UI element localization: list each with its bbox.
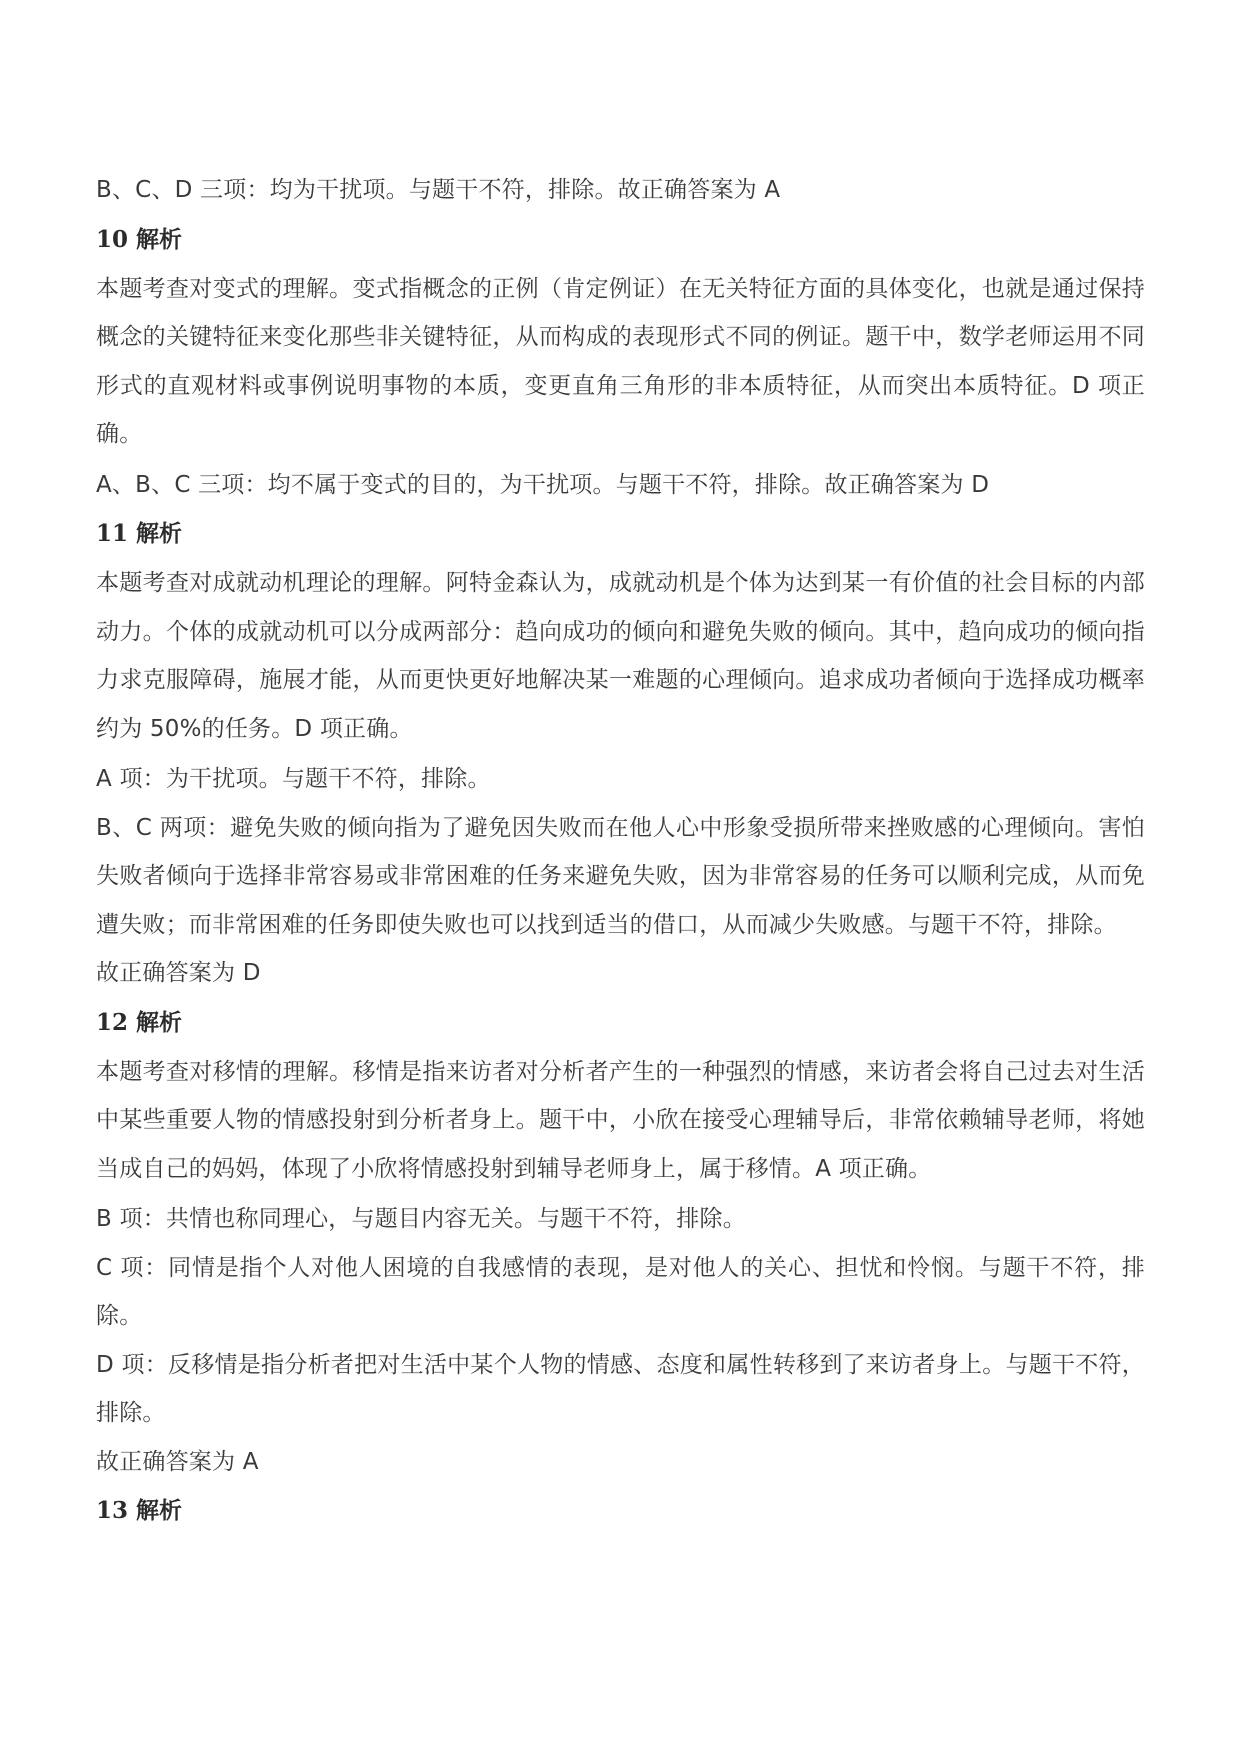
paragraph-q11-bc: B、C 两项：避免失败的倾向指为了避免因失败而在他人心中形象受损所带来挫败感的心理倾向。害怕失败者倾向于选择非常容易或非常困难的任务来避免失败，因为非常容易的任务可以顺利完成，从而免遭失败；而非常困难的任务即使失败也可以找到适当的借口，从而减少失败感。与题干不符，排除。: [96, 814, 1145, 938]
paragraph-q12-d: D 项：反移情是指分析者把对生活中某个人物的情感、态度和属性转移到了来访者身上。与题干不符，排除。: [96, 1351, 1145, 1426]
paragraph-q12-c: C 项：同情是指个人对他人困境的自我感情的表现，是对他人的关心、担忧和怜悯。与题干不符，排除。: [96, 1254, 1145, 1329]
heading-q11-analysis: 11 解析: [96, 520, 183, 547]
paragraph-q11-a: A 项：为干扰项。与题干不符，排除。: [96, 766, 491, 792]
paragraph-q12-body: 本题考查对移情的理解。移情是指来访者对分析者产生的一种强烈的情感，来访者会将自己过去对生活中某些重要人物的情感投射到分析者身上。题干中，小欣在接受心理辅导后，非常依赖辅导老师，将她当成自己的妈妈，体现了小欣将情感投射到辅导老师身上，属于移情。A 项正确。: [96, 1058, 1145, 1182]
paragraph-q11-answer: 故正确答案为 D: [96, 960, 261, 986]
heading-q12-analysis: 12 解析: [96, 1008, 183, 1036]
paragraph-q9-bcd: B、C、D 三项：均为干扰项。与题干不符，排除。故正确答案为 A: [96, 177, 781, 203]
paragraph-q12-answer: 故正确答案为 A: [96, 1448, 259, 1475]
heading-q13-analysis: 13 解析: [96, 1497, 183, 1524]
paragraph-q10-abc: A、B、C 三项：均不属于变式的目的，为干扰项。与题干不符，排除。故正确答案为 D: [96, 471, 990, 498]
paragraph-q10-body: 本题考查对变式的理解。变式指概念的正例（肯定例证）在无关特征方面的具体变化，也就是通过保持概念的关键特征来变化那些非关键特征，从而构成的表现形式不同的例证。题干中，数学老师运用不同形式的直观材料或事例说明事物的本质，变更直角三角形的非本质特征，从而突出本质特征。D 项正确。: [96, 275, 1145, 447]
paragraph-q12-b: B 项：共情也称同理心，与题目内容无关。与题干不符，排除。: [96, 1206, 746, 1232]
heading-q10-analysis: 10 解析: [96, 225, 183, 253]
paragraph-q11-body: 本题考查对成就动机理论的理解。阿特金森认为，成就动机是个体为达到某一有价值的社会目标的内部动力。个体的成就动机可以分成两部分：趋向成功的倾向和避免失败的倾向。其中，趋向成功的倾向指力求克服障碍，施展才能，从而更快更好地解决某一难题的心理倾向。追求成功者倾向于选择成功概率约为 50%的任务。D 项正确。: [96, 570, 1145, 742]
